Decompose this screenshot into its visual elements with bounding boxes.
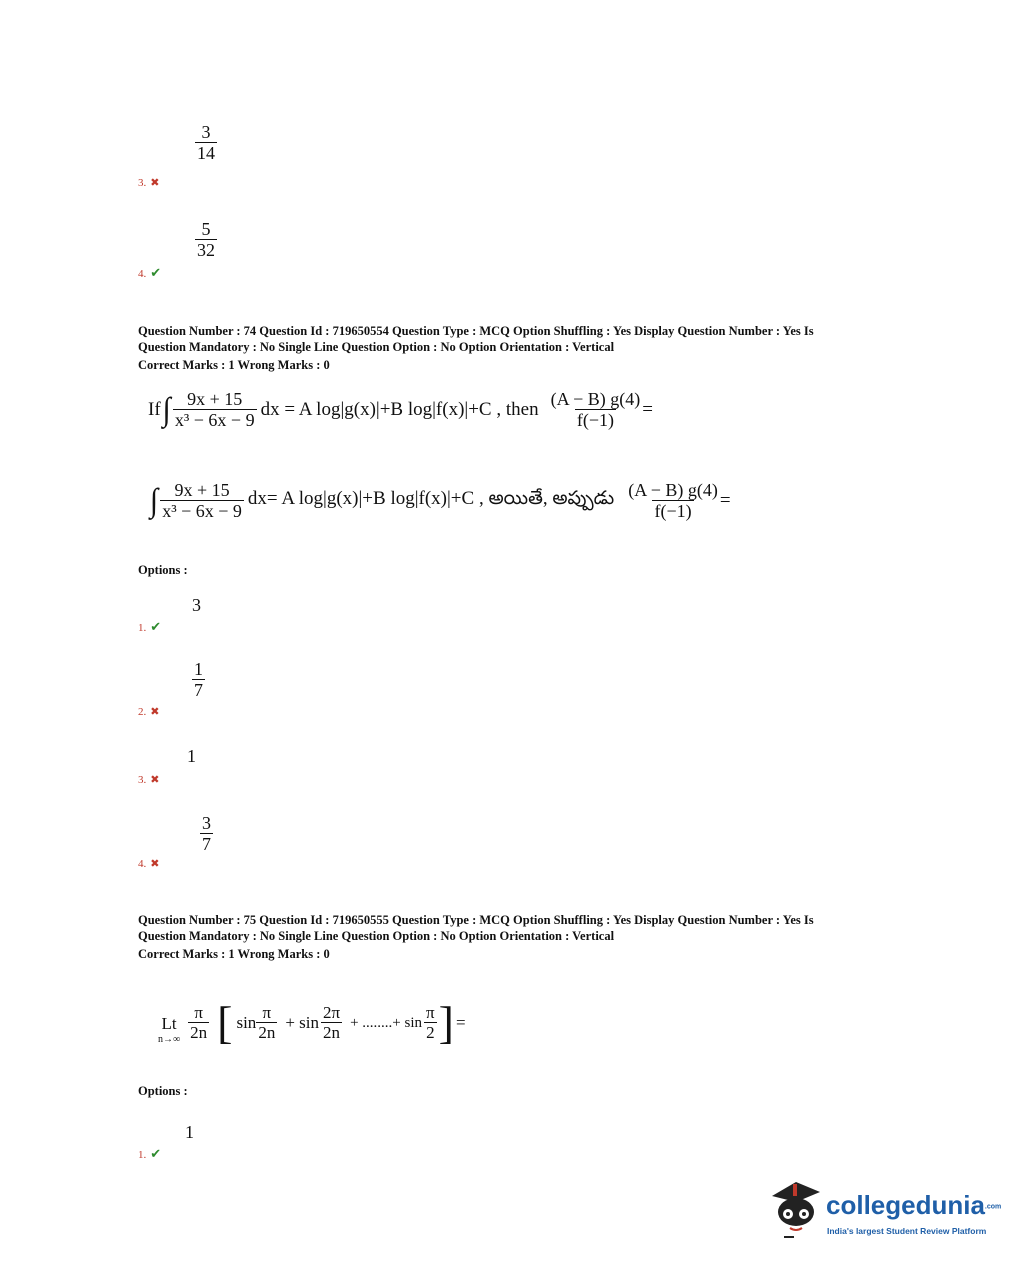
numerator: 1 bbox=[194, 659, 203, 679]
denominator: 2 bbox=[426, 1023, 435, 1042]
q74-option-1-value: 3 bbox=[192, 595, 201, 615]
numerator: 3 bbox=[201, 122, 211, 142]
integral-sign: ∫ bbox=[162, 391, 171, 428]
option-number: 4. bbox=[138, 268, 147, 280]
equals-sign: = bbox=[455, 1013, 466, 1032]
numerator: 2π bbox=[323, 1003, 341, 1023]
denominator: 2n bbox=[190, 1023, 208, 1042]
option-number: 3. bbox=[138, 177, 147, 189]
q74-english-equation bbox=[148, 390, 653, 430]
logo-word bbox=[826, 1190, 1001, 1221]
wrong-icon: ✖ bbox=[150, 774, 160, 786]
integrand-fraction bbox=[160, 481, 244, 521]
numerator: π bbox=[194, 1003, 203, 1023]
prev-option-4-fraction bbox=[195, 220, 217, 260]
q75-options-label: Options : bbox=[138, 1084, 188, 1098]
numerator: (A − B) g(4) bbox=[550, 389, 641, 409]
denominator: 7 bbox=[202, 833, 211, 854]
integrand-fraction bbox=[173, 390, 257, 430]
equation-middle: dx = A log|g(x)|+B log|f(x)|+C , then bbox=[260, 398, 539, 420]
q74-option-4 bbox=[138, 854, 159, 872]
integral-sign: ∫ bbox=[150, 482, 159, 519]
equation-middle: dx= A log|g(x)|+B log|f(x)|+C , అయితే, అప్పుడు bbox=[247, 487, 615, 509]
q75-limit-expression bbox=[158, 997, 466, 1048]
denominator: f(−1) bbox=[576, 409, 614, 430]
denominator: f(−1) bbox=[654, 500, 692, 521]
plus-sin-text: + sin bbox=[285, 1013, 319, 1032]
check-icon: ✔ bbox=[150, 1146, 162, 1161]
left-bracket: [ bbox=[217, 997, 233, 1048]
limit-subscript: n→∞ bbox=[158, 1033, 181, 1045]
prev-option-4 bbox=[138, 264, 161, 282]
option-number: 2. bbox=[138, 706, 147, 718]
numerator: (A − B) g(4) bbox=[628, 480, 718, 500]
denominator: 2n bbox=[258, 1023, 276, 1042]
option-number: 1. bbox=[138, 1149, 147, 1161]
q75-option-1 bbox=[138, 1145, 161, 1163]
wrong-icon: ✖ bbox=[150, 858, 160, 870]
option-number: 1. bbox=[138, 622, 147, 634]
sin-fraction-2 bbox=[321, 1004, 342, 1042]
outer-fraction bbox=[188, 1004, 209, 1042]
q74-header bbox=[138, 324, 898, 374]
denominator: 2n bbox=[323, 1023, 341, 1042]
numerator: π bbox=[262, 1003, 272, 1023]
limit-text: Lt bbox=[161, 1013, 177, 1033]
wrong-icon: ✖ bbox=[150, 177, 160, 189]
prev-option-3-fraction bbox=[195, 123, 217, 163]
limit-operator bbox=[158, 1002, 180, 1045]
q74-option-3-value: 1 bbox=[187, 746, 196, 766]
rhs-fraction bbox=[626, 481, 720, 521]
sin-fraction-1 bbox=[256, 1004, 277, 1042]
numerator: 3 bbox=[202, 813, 211, 833]
collegedunia-logo bbox=[766, 1176, 1002, 1246]
q74-options-label: Options : bbox=[138, 563, 188, 577]
q75-header-line1: Question Number : 75 Question Id : 719650555 Question Type : MCQ Option Shuffling : Yes Display Question Number : Yes Is bbox=[138, 913, 814, 927]
option-number: 4. bbox=[138, 858, 147, 870]
q75-option-1-value: 1 bbox=[185, 1122, 194, 1142]
series-continuation: + ........+ sin bbox=[350, 1014, 423, 1031]
q74-header-line2: Question Mandatory : No Single Line Question Option : No Option Orientation : Vertical bbox=[138, 339, 615, 354]
q74-marks: Correct Marks : 1 Wrong Marks : 0 bbox=[138, 358, 330, 372]
numerator: 5 bbox=[201, 219, 211, 239]
wrong-icon: ✖ bbox=[150, 706, 160, 718]
q74-header-line1: Question Number : 74 Question Id : 719650554 Question Type : MCQ Option Shuffling : Yes Display Question Number : Yes Is bbox=[138, 324, 814, 338]
denominator: 14 bbox=[197, 142, 215, 163]
q74-telugu-equation bbox=[148, 481, 731, 521]
equals-sign: = bbox=[719, 489, 731, 511]
equals-sign: = bbox=[642, 398, 653, 420]
q74-option-2 bbox=[138, 702, 159, 720]
option-number: 3. bbox=[138, 774, 147, 786]
if-text: If bbox=[148, 398, 161, 420]
denominator: x³ − 6x − 9 bbox=[162, 500, 242, 521]
sin-text: sin bbox=[236, 1013, 257, 1032]
right-bracket: ] bbox=[438, 997, 454, 1048]
q75-header-line2: Question Mandatory : No Single Line Question Option : No Option Orientation : Vertical bbox=[138, 928, 615, 943]
logo-word-text: collegedunia bbox=[826, 1190, 985, 1220]
denominator: x³ − 6x − 9 bbox=[174, 409, 255, 430]
numerator: 9x + 15 bbox=[174, 480, 230, 500]
mascot-icon bbox=[766, 1178, 826, 1242]
q75-header bbox=[138, 913, 898, 963]
q74-option-1 bbox=[138, 618, 161, 636]
logo-tagline: India's largest Student Review Platform bbox=[827, 1226, 987, 1236]
rhs-fraction bbox=[549, 390, 643, 430]
numerator: π bbox=[426, 1003, 435, 1023]
prev-option-3 bbox=[138, 173, 159, 191]
numerator: 9x + 15 bbox=[187, 389, 243, 409]
logo-com: .com bbox=[984, 1203, 1002, 1211]
q74-option-3 bbox=[138, 770, 159, 788]
q74-option-4-fraction bbox=[200, 814, 213, 854]
denominator: 7 bbox=[194, 679, 203, 700]
q75-marks: Correct Marks : 1 Wrong Marks : 0 bbox=[138, 947, 330, 961]
denominator: 32 bbox=[197, 239, 215, 260]
q74-option-2-fraction bbox=[192, 660, 205, 700]
check-icon: ✔ bbox=[150, 265, 162, 280]
check-icon: ✔ bbox=[150, 619, 162, 634]
sin-fraction-3 bbox=[424, 1004, 437, 1042]
